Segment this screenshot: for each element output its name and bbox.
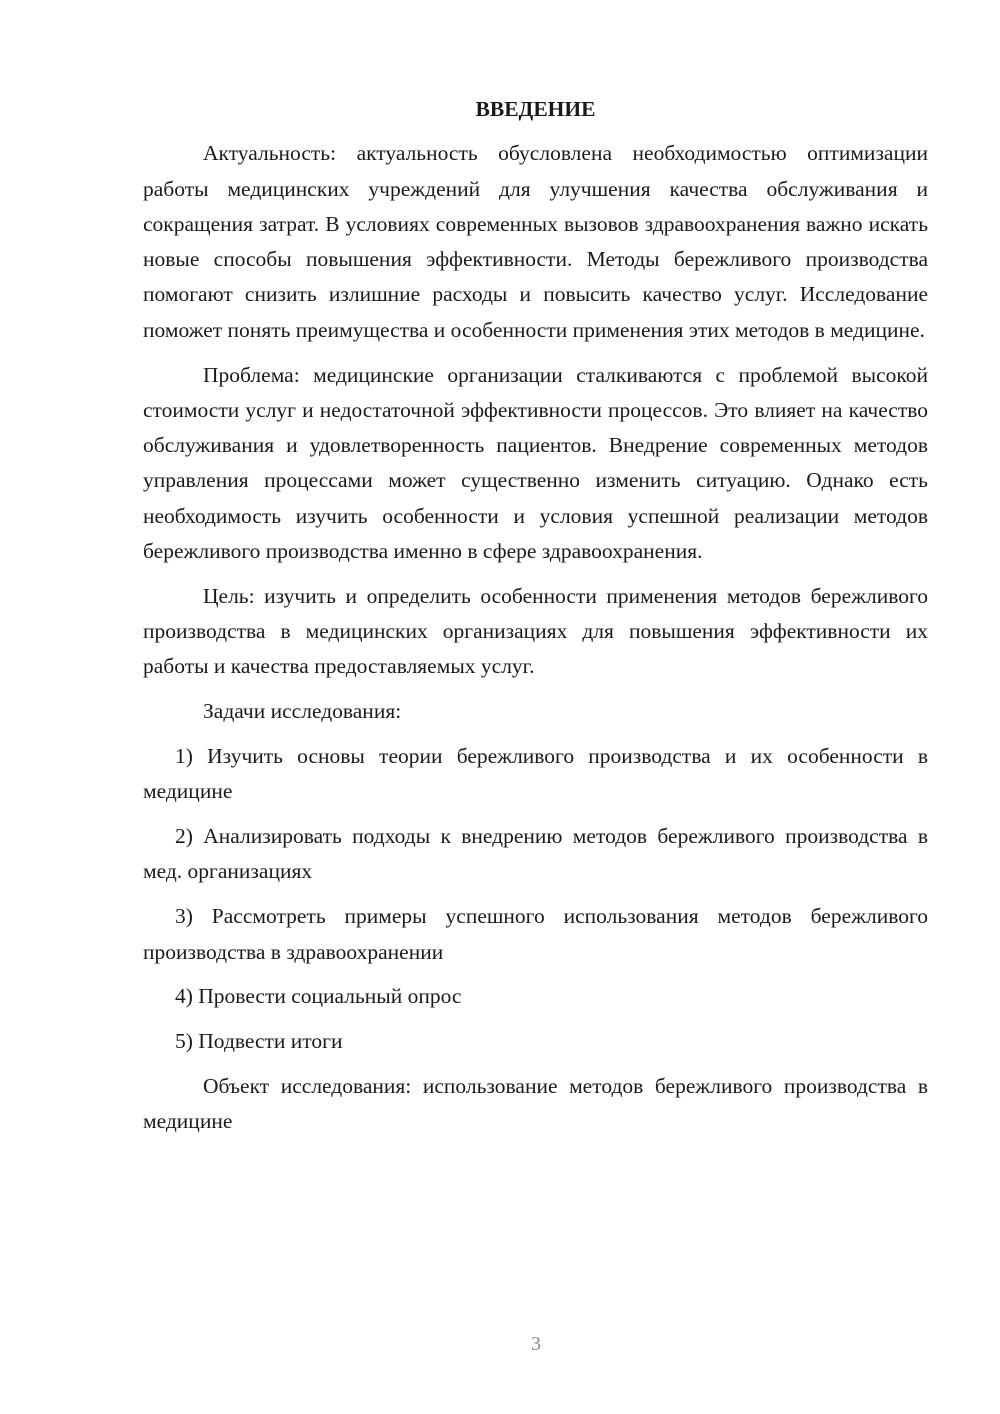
list-item: 5) Подвести итоги (175, 1029, 343, 1054)
tasks-label: Задачи исследования: (203, 699, 402, 724)
list-item: 3) Рассмотреть примеры успешного использования методов бережливого производства в здравоохранении (143, 904, 928, 964)
list-item: 2) Анализировать подходы к внедрению методов бережливого производства в мед. организациях (143, 824, 928, 884)
object-paragraph: Объект исследования: использование методов бережливого производства в медицине (143, 1073, 928, 1134)
relevance-paragraph: Актуальность: актуальность обусловлена необходимостью оптимизации работы медицинских учреждений для улучшения качества обслуживания и сокращения затрат. В условиях современных вызовов здравоохранения важно искать новые способы повышения эффективности. Методы бережливого производства помогают снизить излишние расходы и повысить качество услуг. Исследование поможет понять преимущества и особенности применения этих методов в медицине. (143, 141, 928, 342)
page-number: 3 (531, 1333, 541, 1355)
page-heading: ВВЕДЕНИЕ (475, 97, 596, 121)
list-item: 1) Изучить основы теории бережливого производства и их особенности в медицине (143, 744, 928, 804)
list-item: 4) Провести социальный опрос (175, 984, 462, 1009)
goal-paragraph: Цель: изучить и определить особенности применения методов бережливого производства в медицинских организациях для повышения эффективности их работы и качества предоставляемых услуг. (143, 583, 928, 679)
page-content (143, 92, 928, 1149)
problem-paragraph: Проблема: медицинские организации сталкиваются с проблемой высокой стоимости услуг и недостаточной эффективности процессов. Это влияет на качество обслуживания и удовлетворенность пациентов. Внедрение современных методов управления процессами может существенно изменить ситуацию. Однако есть необходимость изучить особенности и условия успешной реализации методов бережливого производства именно в сфере здравоохранения. (143, 362, 928, 564)
tasks-list (143, 739, 928, 1059)
